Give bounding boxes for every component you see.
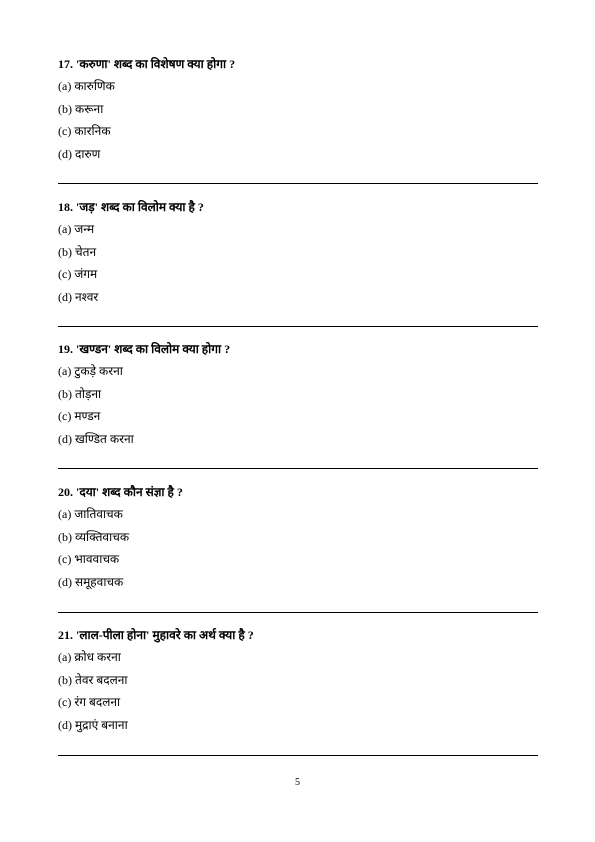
options-list (58, 222, 538, 304)
question-title: 18. 'जड़' शब्द का विलोम क्या है ? (58, 200, 204, 214)
question-18 (58, 200, 538, 312)
option-d: (d) दारुण (58, 146, 101, 161)
options-list (58, 79, 538, 161)
option-a: (a) कारुणिक (58, 79, 115, 93)
options-list (58, 650, 538, 732)
option-c: (c) कारनिक (58, 124, 111, 138)
options-list (58, 507, 538, 589)
page-number: 5 (295, 777, 300, 788)
option-b: (b) व्यक्तिवाचक (58, 529, 130, 544)
option-d: (d) नश्वर (58, 289, 99, 304)
divider (58, 326, 538, 327)
option-b: (b) तेवर बदलना (58, 672, 128, 687)
question-title: 20. 'दया' शब्द कौन संज्ञा है ? (58, 485, 183, 499)
question-17 (58, 57, 538, 169)
option-b: (b) करूना (58, 101, 104, 116)
divider (58, 612, 538, 613)
option-c: (c) मण्डन (58, 409, 101, 423)
option-c: (c) रंग बदलना (58, 695, 121, 709)
question-title: 19. 'खण्डन' शब्द का विलोम क्या होगा ? (58, 342, 231, 356)
options-list (58, 364, 538, 446)
option-a: (a) जातिवाचक (58, 507, 123, 521)
divider (58, 755, 538, 756)
option-d: (d) खण्डित करना (58, 431, 134, 446)
option-d: (d) मुद्राएं बनाना (58, 717, 128, 732)
question-21 (58, 628, 538, 740)
option-d: (d) समूहवाचक (58, 574, 124, 589)
divider (58, 183, 538, 184)
option-b: (b) तोड़ना (58, 386, 102, 401)
option-a: (a) जन्म (58, 222, 95, 236)
option-a: (a) क्रोध करना (58, 650, 121, 664)
question-title: 21. 'लाल-पीला होना' मुहावरे का अर्थ क्या है ? (58, 628, 254, 642)
option-c: (c) भाववाचक (58, 552, 120, 566)
option-a: (a) टुकड़े करना (58, 364, 123, 378)
question-title: 17. 'करुणा' शब्द का विशेषण क्या होगा ? (58, 57, 236, 71)
option-b: (b) चेतन (58, 244, 97, 259)
option-c: (c) जंगम (58, 267, 98, 281)
divider (58, 468, 538, 469)
question-19 (58, 342, 538, 454)
question-20 (58, 485, 538, 597)
